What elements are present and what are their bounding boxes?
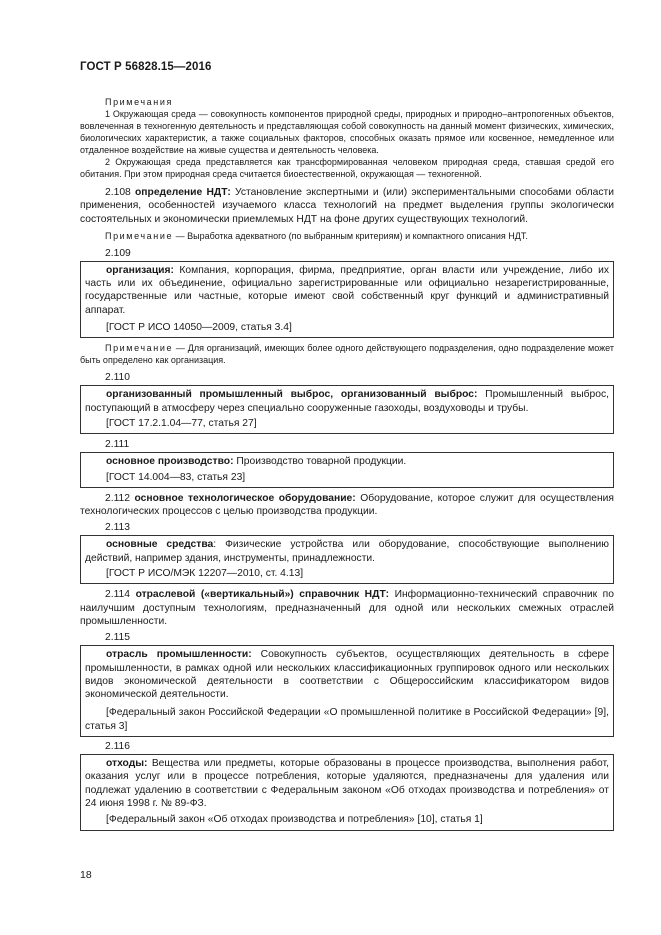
note-label: Примечание bbox=[105, 343, 174, 354]
note-text: — Выработка адекватного (по выбранным критериям) и компактного описания НДТ. bbox=[173, 230, 528, 241]
term-number-2113: 2.113 bbox=[105, 522, 131, 534]
term-box-2111 bbox=[80, 452, 614, 488]
note-2: 2 Окружающая среда представляется как трансформированная человеком природная среда, ставшая средой его обитания. При этом природная среда считается биоестественной, окружающая — техногенной. bbox=[80, 157, 614, 179]
term-name: основные средства bbox=[106, 539, 214, 551]
term-name: основное технологическое оборудование: bbox=[134, 492, 356, 504]
term-number: 2.112 bbox=[105, 492, 131, 504]
term-reference: [Федеральный закон Российской Федерации «О промышленной политике в Российской Федерации» [9], статья 3] bbox=[85, 707, 609, 732]
document-header: ГОСТ Р 56828.15—2016 bbox=[80, 61, 212, 73]
term-number-2109: 2.109 bbox=[105, 247, 131, 259]
term-box-2109 bbox=[80, 261, 614, 338]
term-definition: Информационно-технический справочник по наилучшим доступным технологиям, предназначенный для одной или нескольких смежных отраслей промышленности. bbox=[80, 589, 614, 627]
note-1: 1 Окружающая среда — совокупность компонентов природной среды, природных и природно–антропогенных объектов, вовлеченная в техногенную деятельность и представляющая собой совокупность на данный момент физических, химических, биологических характеристик, а также социальных факторов, способных оказать прямое или косвенное, немедленное или отдаленное воздействие на живые существа и деятельность человека. bbox=[80, 109, 614, 155]
term-box-2116 bbox=[80, 754, 614, 830]
term-name: отходы: bbox=[106, 758, 148, 770]
term-entry bbox=[85, 388, 609, 415]
term-name: отраслевой («вертикальный») справочник НДТ: bbox=[135, 589, 390, 601]
note-label: Примечание bbox=[105, 230, 174, 241]
term-entry bbox=[85, 538, 609, 565]
term-entry-2114 bbox=[80, 588, 614, 628]
term-entry bbox=[85, 264, 609, 317]
term-box-2110 bbox=[80, 385, 614, 434]
term-reference: [ГОСТ Р ИСО 14050—2009, статья 3.4] bbox=[106, 322, 292, 334]
term-reference: [ГОСТ Р ИСО/МЭК 12207—2010, ст. 4.13] bbox=[106, 568, 304, 580]
term-entry bbox=[85, 455, 609, 468]
term-entry bbox=[85, 648, 609, 701]
term-name: основное производство: bbox=[106, 456, 234, 468]
term-definition: Компания, корпорация, фирма, предприятие, орган власти или учреждение, либо их часть или их объединение, официально зарегистрированные или официально незарегистрированные, государственные или частные, которые имеют свой собственный круг функций и административный аппарат. bbox=[85, 264, 609, 316]
term-definition: Оборудование, которое служит для осуществления технологических процессов с целью производства продукции. bbox=[80, 492, 614, 518]
term-definition: Вещества или предметы, которые образованы в процессе производства, выполнения работ, оказания услуг или в процессе потребления, которые удаляются, предназначены для удаления или подлежат удалению в соответствии с Федеральным законом «Об отходах производства и потребления» от 24 июня 1998 г. № 89-ФЗ. bbox=[85, 758, 609, 809]
term-box-2115 bbox=[80, 645, 614, 737]
term-definition: Совокупность субъектов, осуществляющих деятельность в сфере промышленности, в рамках одной или нескольких классификационных группировок одного или нескольких видов экономической деятельности в соответствии с Общероссийским классификатором видов экономической деятельности. bbox=[85, 649, 609, 701]
term-reference: [ГОСТ 14.004—83, статья 23] bbox=[106, 471, 246, 483]
term-number-2116: 2.116 bbox=[105, 741, 131, 753]
term-number-2110: 2.110 bbox=[105, 372, 131, 384]
term-entry-2112 bbox=[80, 492, 614, 519]
term-name: организация: bbox=[106, 264, 174, 276]
term-entry-2108 bbox=[80, 186, 614, 226]
term-box-2113 bbox=[80, 535, 614, 584]
term-reference: [Федеральный закон «Об отходах производства и потребления» [10], статья 1] bbox=[106, 814, 483, 826]
term-definition: Промышленный выброс, поступающий в атмосферу через специально сооруженные газоходы, воздуховоды и трубы. bbox=[85, 389, 610, 414]
page-content bbox=[80, 96, 614, 831]
note-text: — Для организаций, имеющих более одного действующего подразделения, одно подразделение может быть определено как организация. bbox=[80, 343, 614, 366]
term-number-2115: 2.115 bbox=[105, 632, 131, 644]
term-name: отрасль промышленности: bbox=[106, 649, 252, 661]
term-definition: Установление экспертными и (или) экспериментальными способами области применения, особенностей изучаемого класса технологий на предмет выделения группы экологически состоятельных и экономически приемлемых НДТ на фоне других существующих технологий. bbox=[80, 187, 614, 225]
notes-title: Примечания bbox=[105, 97, 173, 107]
term-note-2108 bbox=[80, 230, 614, 242]
term-name: организованный промышленный выброс, организованный выброс: bbox=[106, 389, 478, 401]
term-number-2111: 2.111 bbox=[105, 439, 130, 451]
term-number: 2.114 bbox=[105, 589, 131, 601]
term-number: 2.108 bbox=[105, 187, 131, 198]
term-definition: : Физические устройства или оборудование, способствующие выполнению действий, например здания, инструменты, принадлежности. bbox=[85, 539, 610, 564]
page-number: 18 bbox=[80, 869, 92, 881]
term-name: определение НДТ: bbox=[135, 187, 231, 198]
term-note-2109 bbox=[80, 342, 614, 366]
term-entry bbox=[85, 757, 609, 810]
term-reference: [ГОСТ 17.2.1.04—77, статья 27] bbox=[106, 417, 257, 429]
term-definition: Производство товарной продукции. bbox=[233, 456, 407, 468]
notes-block bbox=[80, 96, 614, 180]
